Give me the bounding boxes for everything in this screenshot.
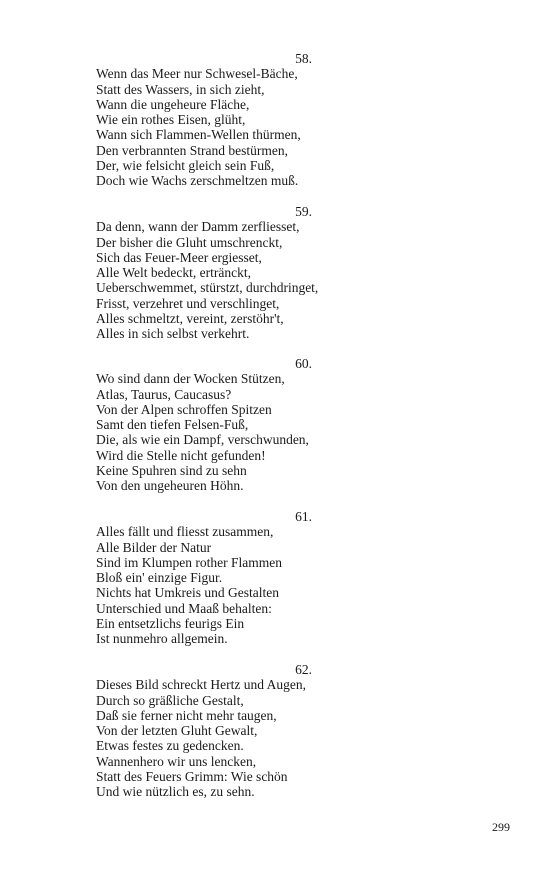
verse-line: Doch wie Wachs zerschmeltzen muß. xyxy=(96,173,299,189)
stanza-60 xyxy=(96,356,356,494)
verse-line: Keine Spuhren sind zu sehn xyxy=(96,463,247,479)
stanza-number: 60. xyxy=(295,356,312,371)
verse-line: Statt des Wassers, in sich zieht, xyxy=(96,81,265,97)
verse-line: Ein entsetzlichs feurigs Ein xyxy=(96,616,245,632)
verse-line: Nichts hat Umkreis und Gestalten xyxy=(96,585,279,601)
verse-line: Den verbrannten Strand bestürmen, xyxy=(96,142,288,158)
verse-line: Statt des Feuers Grimm: Wie schön xyxy=(96,769,288,785)
verse-line: Wird die Stelle nicht gefunden! xyxy=(96,447,266,463)
verse-line: Daß sie ferner nicht mehr taugen, xyxy=(96,707,277,723)
verse-line: Wann die ungeheure Fläche, xyxy=(96,96,250,112)
verse-line: Ist nunmehro allgemein. xyxy=(96,631,228,647)
stanza-59 xyxy=(96,204,356,342)
verse-line: Durch so gräßliche Gestalt, xyxy=(96,692,244,708)
verse-line: Da denn, wann der Damm zerfliesset, xyxy=(96,219,300,235)
stanza-62 xyxy=(96,662,356,800)
verse-line: Von der letzten Gluht Gewalt, xyxy=(96,723,258,739)
verse-line: Und wie nützlich es, zu sehn. xyxy=(96,784,255,800)
verse-line: Alles in sich selbst verkehrt. xyxy=(96,326,250,342)
stanza-number: 59. xyxy=(295,204,312,219)
verse-line: Von den ungeheuren Höhn. xyxy=(96,478,244,494)
verse-line: Bloß ein' einzige Figur. xyxy=(96,570,223,586)
verse-line: Dieses Bild schreckt Hertz und Augen, xyxy=(96,677,306,693)
stanza-61 xyxy=(96,509,356,647)
verse-line: Die, als wie ein Dampf, verschwunden, xyxy=(96,432,309,448)
verse-line: Alles schmeltzt, vereint, zerstöhr't, xyxy=(96,311,284,327)
verse-line: Samt den tiefen Felsen-Fuß, xyxy=(96,417,249,433)
verse-line: Wo sind dann der Wocken Stützen, xyxy=(96,371,285,387)
stanza-number: 58. xyxy=(295,51,312,66)
page-number: 299 xyxy=(492,820,510,834)
verse-line: Frisst, verzehret und verschlinget, xyxy=(96,295,280,311)
verse-line: Wannenhero wir uns lencken, xyxy=(96,753,257,769)
verse-line: Alles fällt und fliesst zusammen, xyxy=(96,524,274,540)
verse-line: Unterschied und Maaß behalten: xyxy=(96,600,272,616)
verse-line: Alle Welt bedeckt, ertränckt, xyxy=(96,265,251,281)
stanza-number: 61. xyxy=(295,509,312,524)
verse-line: Atlas, Taurus, Caucasus? xyxy=(96,386,232,402)
verse-line: Etwas festes zu gedencken. xyxy=(96,738,244,754)
verse-line: Wann sich Flammen-Wellen thürmen, xyxy=(96,127,301,143)
verse-line: Der, wie felsicht gleich sein Fuß, xyxy=(96,158,275,174)
verse-line: Sich das Feuer-Meer ergiesset, xyxy=(96,249,262,265)
stanza-number: 62. xyxy=(295,662,312,677)
verse-line: Wenn das Meer nur Schwesel-Bäche, xyxy=(96,66,298,82)
verse-line: Der bisher die Gluht umschrenckt, xyxy=(96,234,283,250)
verse-line: Wie ein rothes Eisen, glüht, xyxy=(96,112,246,128)
verse-line: Von der Alpen schroffen Spitzen xyxy=(96,401,272,417)
verse-line: Sind im Klumpen rother Flammen xyxy=(96,554,282,570)
verse-line: Alle Bilder der Natur xyxy=(96,539,212,555)
stanza-58 xyxy=(96,51,356,189)
verse-line: Ueberschwemmet, stürstzt, durchdringet, xyxy=(96,280,319,296)
